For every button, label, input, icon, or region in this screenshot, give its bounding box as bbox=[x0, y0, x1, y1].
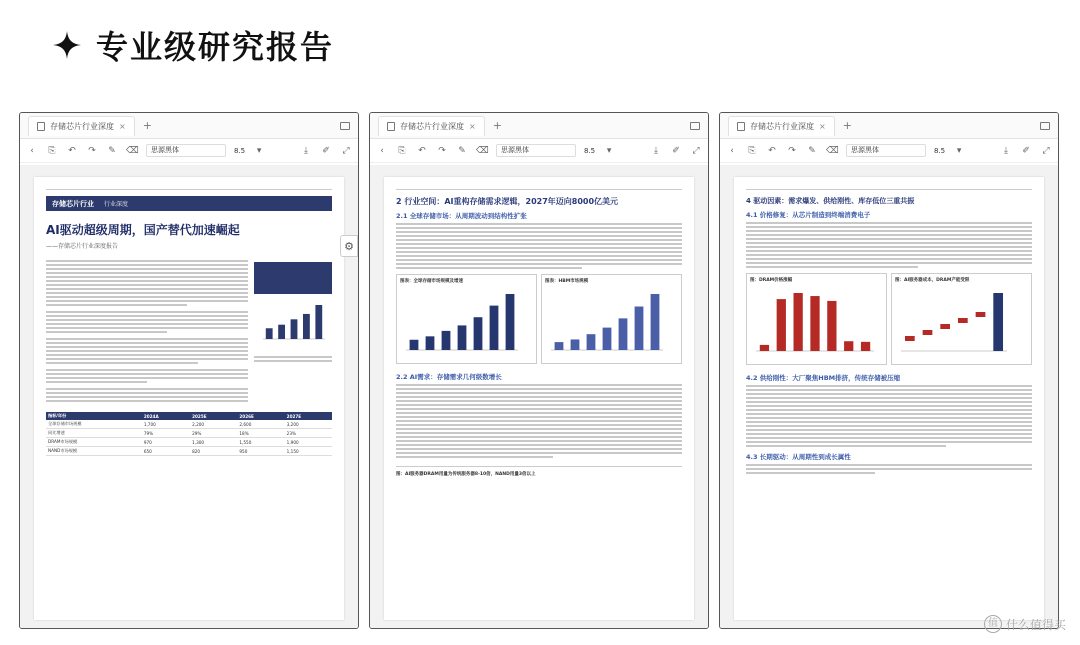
add-tab-button[interactable]: + bbox=[492, 119, 502, 132]
redo-icon[interactable]: ↷ bbox=[788, 145, 796, 156]
tab-label: 存储芯片行业深度 bbox=[50, 121, 114, 131]
table-cell: 1,550 bbox=[237, 438, 284, 447]
edit-icon[interactable]: ✐ bbox=[322, 145, 330, 156]
bar bbox=[303, 314, 310, 339]
running-header bbox=[396, 187, 682, 190]
table-header-cell: 2027E bbox=[285, 412, 332, 420]
sidebar-toggle-icon[interactable] bbox=[1040, 122, 1050, 130]
download-icon[interactable]: ⤓ bbox=[1004, 145, 1008, 156]
table-header-cell: 2024A bbox=[142, 412, 190, 420]
edit-icon[interactable]: ✐ bbox=[672, 145, 680, 156]
sidebar-toggle-icon[interactable] bbox=[690, 122, 700, 130]
bar bbox=[651, 294, 660, 350]
table-cell: 950 bbox=[237, 447, 284, 456]
hbm-market-chart bbox=[541, 274, 682, 364]
sidebar-toggle-icon[interactable] bbox=[340, 122, 350, 130]
ai-server-cost-chart bbox=[891, 273, 1032, 365]
font-family-select[interactable]: 思源黑体 bbox=[146, 144, 226, 157]
bar bbox=[993, 293, 1003, 351]
subsection-title: 4.2 供给刚性：大厂聚焦HBM排挤，传统存储被压缩 bbox=[746, 374, 901, 382]
bar bbox=[442, 331, 451, 350]
undo-icon[interactable]: ↶ bbox=[68, 145, 76, 156]
table-cell: 650 bbox=[142, 447, 190, 456]
table-cell: 3,200 bbox=[285, 420, 332, 429]
bar bbox=[940, 324, 950, 329]
format-painter-icon[interactable]: ✎ bbox=[108, 145, 116, 156]
table-header-cell: 指标/年份 bbox=[46, 412, 142, 420]
side-panel bbox=[254, 258, 332, 404]
eraser-icon[interactable]: ⌫ bbox=[476, 145, 489, 156]
running-header bbox=[746, 187, 1032, 190]
table-cell: 1,700 bbox=[142, 420, 190, 429]
document-window-3 bbox=[719, 112, 1059, 629]
page-area[interactable] bbox=[720, 165, 1058, 628]
save-icon[interactable]: ⎘ bbox=[48, 145, 56, 156]
watermark bbox=[984, 615, 1066, 633]
table-cell: 1,150 bbox=[285, 447, 332, 456]
subsection-title: 4.1 价格修复：从芯片制造到终端消费电子 bbox=[746, 211, 871, 219]
watermark-logo-icon: 值 bbox=[984, 615, 1002, 633]
table-row bbox=[46, 447, 332, 456]
page-area[interactable] bbox=[20, 165, 358, 628]
market-size-table bbox=[46, 412, 332, 456]
bar bbox=[777, 299, 786, 351]
font-size-select[interactable]: 8.5 bbox=[234, 146, 246, 155]
report-subtitle: ——存储芯片行业深度报告 bbox=[46, 243, 119, 250]
bar bbox=[794, 293, 803, 351]
document-icon bbox=[387, 122, 395, 131]
body-text-block bbox=[746, 222, 1032, 268]
tab-bar bbox=[20, 113, 358, 139]
bar bbox=[861, 342, 870, 351]
add-tab-button[interactable]: + bbox=[142, 119, 152, 132]
page-area[interactable] bbox=[370, 165, 708, 628]
tab-label: 存储芯片行业深度 bbox=[400, 121, 464, 131]
table-cell: 2,200 bbox=[190, 420, 237, 429]
bar bbox=[490, 306, 499, 350]
body-text-block bbox=[746, 385, 1032, 447]
table-cell: 同比增速 bbox=[46, 429, 142, 438]
table-cell: 23% bbox=[285, 429, 332, 438]
close-icon[interactable]: × bbox=[119, 121, 126, 131]
bar bbox=[587, 334, 596, 350]
font-family-select[interactable]: 思源黑体 bbox=[496, 144, 576, 157]
side-panel-header bbox=[254, 262, 332, 294]
report-title: AI驱动超级周期，国产替代加速崛起 bbox=[46, 223, 240, 237]
slide-title: 专业级研究报告 bbox=[96, 28, 335, 66]
body-text-block bbox=[396, 384, 682, 458]
font-size-select[interactable]: 8.5 bbox=[584, 146, 596, 155]
table-cell: 2,600 bbox=[237, 420, 284, 429]
bar bbox=[923, 330, 933, 335]
bar bbox=[827, 301, 836, 351]
eraser-icon[interactable]: ⌫ bbox=[826, 145, 839, 156]
document-window-1 bbox=[19, 112, 359, 629]
bar bbox=[410, 340, 419, 350]
document-icon bbox=[737, 122, 745, 131]
chevron-down-icon[interactable]: ▾ bbox=[956, 145, 962, 156]
document-window-2 bbox=[369, 112, 709, 629]
expand-icon[interactable]: ⤢ bbox=[692, 145, 700, 156]
table-row bbox=[46, 429, 332, 438]
format-painter-icon[interactable]: ✎ bbox=[808, 145, 816, 156]
bar bbox=[958, 318, 968, 323]
bar bbox=[555, 342, 564, 350]
table-cell: DRAM市场规模 bbox=[46, 438, 142, 447]
add-tab-button[interactable]: + bbox=[842, 119, 852, 132]
settings-icon[interactable]: ⚙ bbox=[340, 235, 358, 257]
tab-bar bbox=[370, 113, 708, 139]
download-icon[interactable]: ⤓ bbox=[654, 145, 658, 156]
table-cell: 79% bbox=[142, 429, 190, 438]
expand-icon[interactable]: ⤢ bbox=[1042, 145, 1050, 156]
table-cell: 820 bbox=[190, 447, 237, 456]
body-text-block bbox=[396, 223, 682, 269]
section-title: 4 驱动因素：需求爆发、供给刚性、库存低位三重共振 bbox=[746, 197, 915, 205]
bar bbox=[760, 345, 769, 351]
table-cell: 29% bbox=[190, 429, 237, 438]
report-banner bbox=[46, 196, 332, 211]
chevron-left-icon[interactable]: ‹ bbox=[380, 145, 384, 156]
tab-label: 存储芯片行业深度 bbox=[750, 121, 814, 131]
table-row bbox=[46, 438, 332, 447]
banner-title: 存储芯片行业 bbox=[52, 199, 94, 208]
document-tab[interactable] bbox=[28, 116, 135, 136]
running-header bbox=[46, 187, 332, 190]
banner-subtitle: 行业深度 bbox=[104, 201, 129, 208]
watermark-text: 什么值得买 bbox=[1005, 617, 1066, 632]
bar bbox=[291, 319, 298, 339]
font-family-select[interactable]: 思源黑体 bbox=[846, 144, 926, 157]
bar bbox=[635, 307, 644, 350]
sparkle-icon bbox=[52, 30, 82, 60]
body-text-block bbox=[46, 258, 248, 404]
redo-icon[interactable]: ↷ bbox=[438, 145, 446, 156]
subsection-title: 2.1 全球存储市场：从周期波动到结构性扩张 bbox=[396, 212, 527, 220]
document-icon bbox=[37, 122, 45, 131]
chart-caption: 图：DRAM价格涨幅 bbox=[750, 278, 793, 283]
bar bbox=[506, 294, 515, 350]
chevron-left-icon[interactable]: ‹ bbox=[30, 145, 34, 156]
format-painter-icon[interactable]: ✎ bbox=[458, 145, 466, 156]
save-icon[interactable]: ⎘ bbox=[398, 145, 406, 156]
bar bbox=[905, 336, 915, 341]
chart-caption: 图：AI服务器成本，DRAM产能受限 bbox=[895, 278, 970, 283]
chart-caption: 图表：HBM市场规模 bbox=[545, 279, 589, 284]
expand-icon[interactable]: ⤢ bbox=[342, 145, 350, 156]
download-icon[interactable]: ⤓ bbox=[304, 145, 308, 156]
section-title: 2 行业空间：AI重构存储需求逻辑，2027年迈向8000亿美元 bbox=[396, 197, 619, 206]
save-icon[interactable]: ⎘ bbox=[748, 145, 756, 156]
toolbar bbox=[20, 139, 358, 163]
table-cell: 1,300 bbox=[190, 438, 237, 447]
toolbar bbox=[370, 139, 708, 163]
body-text-block bbox=[746, 464, 1032, 474]
table-cell: 全球存储市场规模 bbox=[46, 420, 142, 429]
bar bbox=[266, 328, 273, 339]
table-header-cell: 2025E bbox=[190, 412, 237, 420]
undo-icon[interactable]: ↶ bbox=[768, 145, 776, 156]
bar bbox=[426, 336, 435, 350]
close-icon[interactable]: × bbox=[819, 121, 826, 131]
font-size-select[interactable]: 8.5 bbox=[934, 146, 946, 155]
subsection-title: 4.3 长期驱动：从周期性到成长属性 bbox=[746, 453, 851, 461]
chart-caption: 图表：全球存储市场规模及增速 bbox=[400, 279, 463, 284]
tab-bar bbox=[720, 113, 1058, 139]
document-tab[interactable] bbox=[728, 116, 835, 136]
bar bbox=[315, 305, 322, 339]
close-icon[interactable]: × bbox=[469, 121, 476, 131]
bar bbox=[619, 318, 628, 350]
bar bbox=[458, 325, 467, 350]
chevron-left-icon[interactable]: ‹ bbox=[730, 145, 734, 156]
bar bbox=[976, 312, 986, 317]
chevron-down-icon[interactable]: ▾ bbox=[256, 145, 262, 156]
table-header-cell: 2026E bbox=[237, 412, 284, 420]
bar bbox=[603, 328, 612, 350]
bar bbox=[810, 296, 819, 351]
subsection-title: 2.2 AI需求：存储需求几何级数增长 bbox=[396, 373, 502, 381]
undo-icon[interactable]: ↶ bbox=[418, 145, 426, 156]
table-row bbox=[46, 420, 332, 429]
redo-icon[interactable]: ↷ bbox=[88, 145, 96, 156]
table-cell: NAND市场规模 bbox=[46, 447, 142, 456]
eraser-icon[interactable]: ⌫ bbox=[126, 145, 139, 156]
table-cell: 970 bbox=[142, 438, 190, 447]
market-size-chart bbox=[396, 274, 537, 364]
figure-caption: 图：AI服务器DRAM用量为传统服务器8-10倍，NAND用量3倍以上 bbox=[396, 466, 682, 477]
toolbar bbox=[720, 139, 1058, 163]
page1-bar-chart bbox=[254, 294, 332, 352]
slide-header bbox=[52, 22, 334, 68]
edit-icon[interactable]: ✐ bbox=[1022, 145, 1030, 156]
document-tab[interactable] bbox=[378, 116, 485, 136]
table-cell: 18% bbox=[237, 429, 284, 438]
bar bbox=[278, 325, 285, 339]
report-page-1 bbox=[34, 177, 344, 620]
report-page-2 bbox=[384, 177, 694, 620]
chevron-down-icon[interactable]: ▾ bbox=[606, 145, 612, 156]
dram-price-chart bbox=[746, 273, 887, 365]
bar bbox=[474, 317, 483, 350]
bar bbox=[571, 339, 580, 350]
bar bbox=[844, 341, 853, 351]
report-page-3 bbox=[734, 177, 1044, 620]
table-cell: 1,900 bbox=[285, 438, 332, 447]
